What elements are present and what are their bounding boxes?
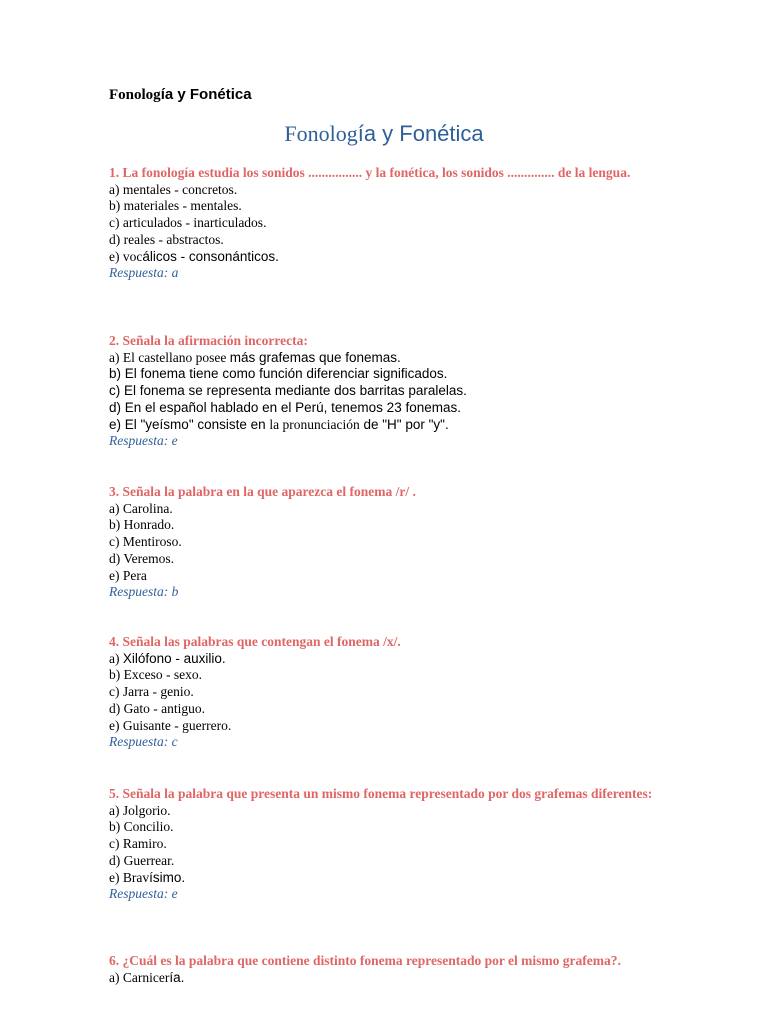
question-text: 2. Señala la afirmación incorrecta: xyxy=(109,333,308,348)
option-e-prefix: e) El "yeísmo" consiste en xyxy=(109,416,270,432)
option-a-rest: más grafemas que fonemas. xyxy=(229,349,401,365)
question-3 xyxy=(109,484,674,601)
option-a-prefix: a) Carnicer xyxy=(109,969,170,985)
option-d: d) reales - abstractos. xyxy=(109,231,224,247)
option-a-rest: ía. xyxy=(169,969,185,985)
option-d: d) Veremos. xyxy=(109,550,174,566)
option-e xyxy=(109,249,674,266)
option-e-rest: álicos - consonánticos. xyxy=(142,248,279,264)
option-e-prefix: e) Brav xyxy=(109,869,150,885)
option-d: d) En el español hablado en el Perú, tenemos 23 fonemas. xyxy=(109,399,461,415)
question-text: 3. Señala la palabra en la que aparezca el fonema /r/ . xyxy=(109,484,416,499)
option-c: c) El fonema se representa mediante dos barritas paralelas. xyxy=(109,383,467,399)
answer-text: Respuesta: a xyxy=(109,265,179,281)
question-2 xyxy=(109,333,674,450)
question-text: 1. La fonología estudia los sonidos ................ y la fonética, los sonidos .............. de la lengua. xyxy=(109,165,631,180)
option-b: b) Exceso - sexo. xyxy=(109,667,202,683)
option-b: b) materiales - mentales. xyxy=(109,198,242,214)
document-header xyxy=(109,85,252,105)
option-a-rest: Xilófono - auxilio. xyxy=(122,650,226,666)
option-a: a) Jolgorio. xyxy=(109,802,171,818)
option-a: a) mentales - concretos. xyxy=(109,181,238,197)
option-c: c) Jarra - genio. xyxy=(109,684,194,700)
question-text: 5. Señala la palabra que presenta un mismo fonema representado por dos grafemas diferentes: xyxy=(109,786,653,801)
option-a xyxy=(109,350,674,367)
title-text-part1: Fonolog xyxy=(284,121,358,146)
option-d: d) Guerrear. xyxy=(109,852,175,868)
option-a xyxy=(109,970,674,987)
option-a-prefix: a) xyxy=(109,650,123,666)
option-e-mid: la pronunciación xyxy=(269,416,360,432)
title-text-part2: ía y Fonética xyxy=(357,121,484,146)
option-d: d) Gato - antiguo. xyxy=(109,700,205,716)
option-e xyxy=(109,870,674,887)
option-b: b) Concilio. xyxy=(109,819,174,835)
option-c: c) Ramiro. xyxy=(109,836,167,852)
question-1 xyxy=(109,165,674,282)
option-c: c) articulados - inarticulados. xyxy=(109,215,267,231)
answer-text: Respuesta: c xyxy=(109,734,178,750)
question-text: 6. ¿Cuál es la palabra que contiene distinto fonema representado por el mismo grafema?. xyxy=(109,953,621,968)
option-e-rest: ísimo. xyxy=(149,869,186,885)
option-e-prefix: e) voc xyxy=(109,248,143,264)
option-e: e) Pera xyxy=(109,567,147,583)
answer-text: Respuesta: b xyxy=(109,584,179,600)
option-e xyxy=(109,417,674,434)
option-c: c) Mentiroso. xyxy=(109,534,182,550)
question-6 xyxy=(109,953,674,986)
question-4 xyxy=(109,634,674,751)
option-b: b) El fonema tiene como función diferenciar significados. xyxy=(109,366,448,382)
answer-text: Respuesta: e xyxy=(109,886,178,902)
header-text-part1: Fonolog xyxy=(109,87,161,103)
question-5 xyxy=(109,786,674,903)
document-title xyxy=(0,119,768,149)
header-text-part2: ía y Fonética xyxy=(160,86,252,103)
option-a: a) Carolina. xyxy=(109,500,173,516)
option-e: e) Guisante - guerrero. xyxy=(109,717,232,733)
option-b: b) Honrado. xyxy=(109,517,175,533)
option-a-prefix: a) El castellano posee xyxy=(109,349,230,365)
option-a xyxy=(109,651,674,668)
question-text: 4. Señala las palabras que contengan el fonema /x/. xyxy=(109,634,401,649)
option-e-rest: de "H" por "y". xyxy=(359,416,449,432)
answer-text: Respuesta: e xyxy=(109,433,178,449)
